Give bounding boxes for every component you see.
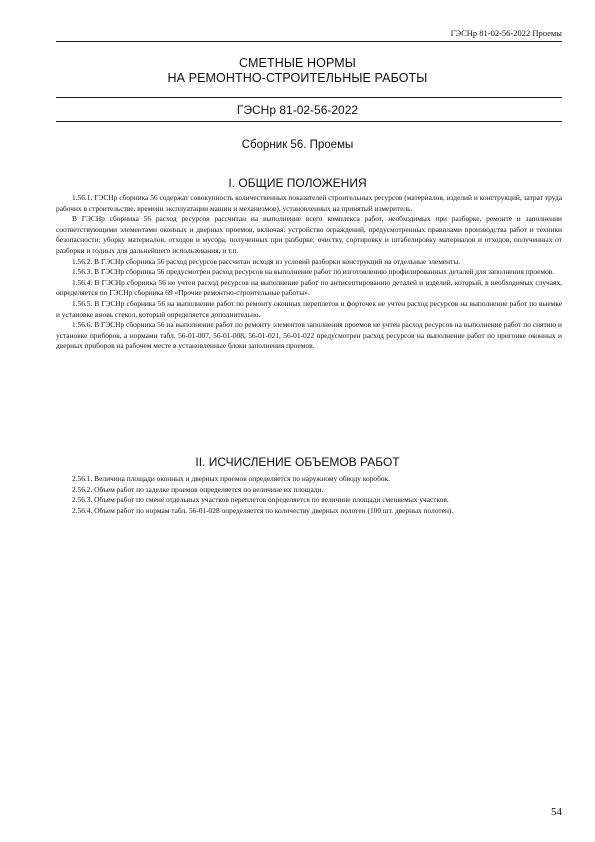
document-title xyxy=(0,56,595,86)
section-2-heading: II. ИСЧИСЛЕНИЕ ОБЪЕМОВ РАБОТ xyxy=(195,455,400,469)
paragraph: 2.56.2. Объем работ по заделке проемов определяется по величине их площади. xyxy=(72,484,324,494)
title-line-2: НА РЕМОНТНО-СТРОИТЕЛЬНЫЕ РАБОТЫ xyxy=(167,71,428,85)
paragraph: 2.56.1. Величина площади оконных и дверных проемов определяется по наружному обводу коробок. xyxy=(72,474,390,483)
running-header: ГЭСНр 81-02-56-2022 Проемы xyxy=(450,28,562,38)
paragraph: 1.56.2. В ГЭСНр сборника 56 расход ресурсов рассчитан исходя из условий разборки конструкций на отдельные элементы. xyxy=(72,256,461,266)
collection-title: Сборник 56. Проемы xyxy=(241,139,354,151)
document-code: ГЭСНр 81-02-56-2022 xyxy=(236,103,359,117)
title-line-1: СМЕТНЫЕ НОРМЫ xyxy=(239,56,356,70)
paragraph: 2.56.3. Объем работ по смене отдельных участков переплетов определяется по величине площади сменяемых участков. xyxy=(72,495,449,505)
header-rule xyxy=(56,41,562,42)
paragraph: 1.56.5. В ГЭСНр сборника 56 на выполнение работ по ремонту оконных переплетов и форточек не учтен расход ресурсов на выполнение работ по выемке и установке вновь стекол, который определяется дополнительно. xyxy=(56,298,562,319)
section-1-body xyxy=(56,193,562,352)
paragraph: 1.56.4. В ГЭСНр сборника 56 не учтен расход ресурсов на выполнение работ по антисептированию деталей и изделий, который, в необходимых случаях, определяется по ГЭСНр сборника 69 «Прочие ремонтно-строительные работы». xyxy=(56,277,562,298)
section-2-body xyxy=(56,474,562,516)
paragraph: 1.56.1. ГЭСНр сборника 56 содержат совокупность количественных показателей строительных ресурсов (материалов, изделий и конструкций, затрат труда рабочих в строительстве, времени эксплуатации машин и механизмов), установленных на принятый измеритель. xyxy=(56,193,562,213)
paragraph: 2.56.4. Объем работ по нормам табл. 56-01-028 определяется по количеству дверных полотен (100 шт. дверных полотен). xyxy=(72,505,454,515)
page-number: 54 xyxy=(551,806,562,818)
title-rule-bottom xyxy=(56,121,562,122)
title-rule-top xyxy=(56,97,562,98)
paragraph: 1.56.6. В ГЭСНр сборника 56 на выполнение работ по ремонту элементов заполнения проемов не учтен расход ресурсов на выполнение работ по снятию и установке приборов, а нормами табл. 56-01-007, 56-01-008, 56-01-021, 56-01-022 предусмотрен расход ресурсов на выполнение работ по пригонке оконных и дверных приборов на рабочем месте в установленные блоки заполнения проемов. xyxy=(56,320,562,351)
paragraph: 1.56.3. В ГЭСНр сборника 56 предусмотрен расход ресурсов на выполнение работ по изготовлению профилированных деталей для заполнения проемов. xyxy=(72,267,555,277)
paragraph: В ГЭСНр сборника 56 расход ресурсов рассчитан на выполнение всего комплекса работ, необходимых при разборке, ремонте и заполнении соответствующими элементами оконных и дверных проемов, включая: устройство ограждений, предусмотренных правилами производства работ и техники безопасности; уборку материалов, отходов и мусора, полученных при разборке; очистку, сортировку и штабелировку материалов и отходов, полученных от разборки и годных для дальнейшего использования, и т.п. xyxy=(56,214,562,255)
section-1-heading: I. ОБЩИЕ ПОЛОЖЕНИЯ xyxy=(228,176,367,190)
